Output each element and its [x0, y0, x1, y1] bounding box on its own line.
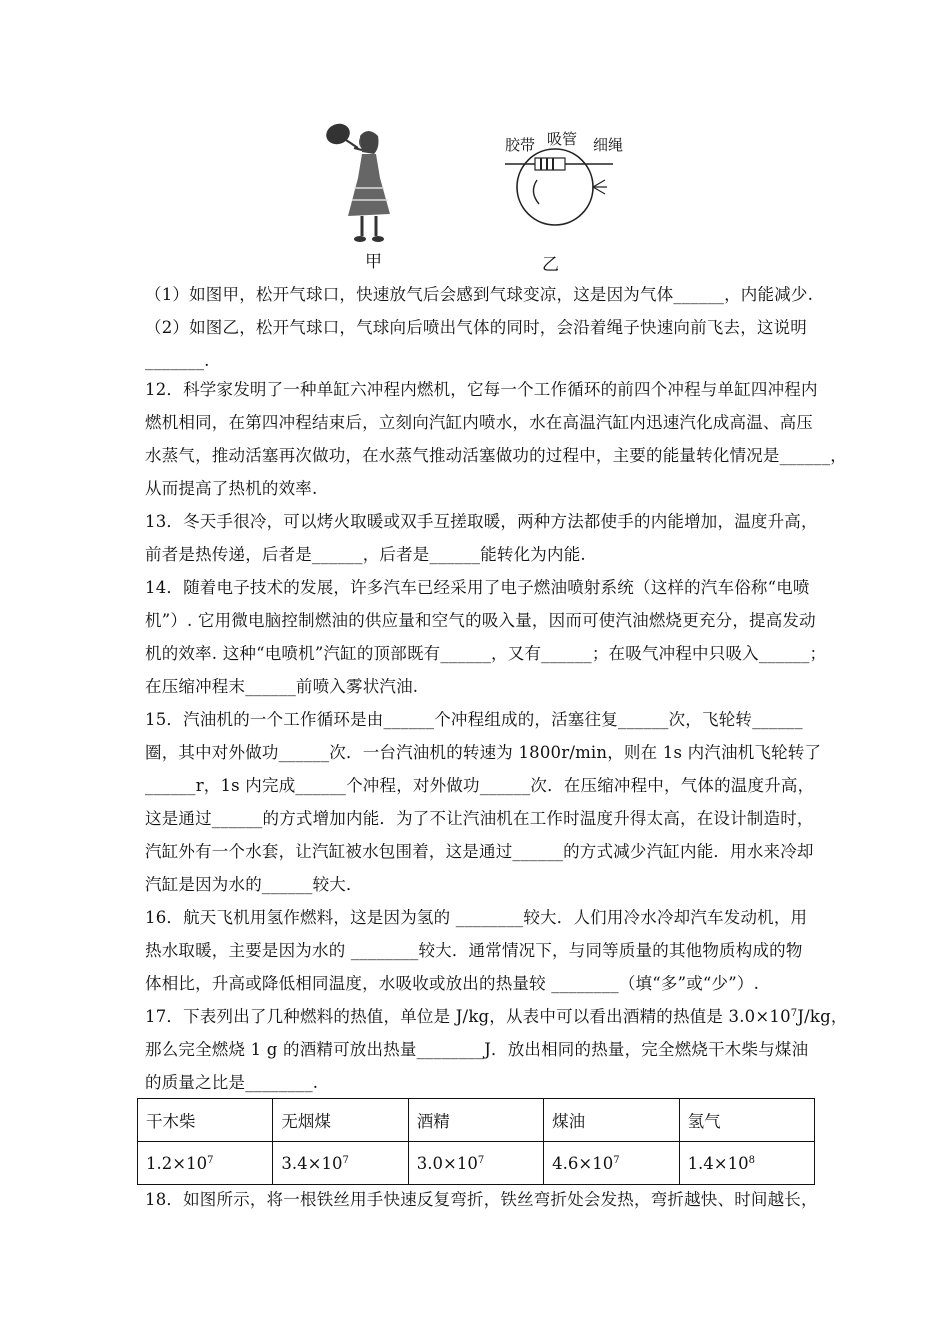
q15-line: 汽缸是因为水的______较大．: [145, 875, 363, 894]
q15-line: 这是通过______的方式增加内能．为了不让汽油机在工作时温度升得太高，在设计制造时，: [145, 809, 814, 828]
table-cell: 煤油: [544, 1099, 679, 1142]
figures: [0, 112, 950, 275]
table-cell: 无烟煤: [273, 1099, 408, 1142]
table-cell: $1.4\times 10^8$: [679, 1142, 814, 1185]
q13-line: 前者是热传递，后者是______，后者是______能转化为内能.: [145, 545, 586, 564]
q12-line: 12．科学家发明了一种单缸六冲程内燃机，它每一个工作循环的前四个冲程与单缸四冲程内: [145, 380, 818, 399]
table-value-row: [138, 1142, 815, 1185]
q17-line: 那么完全燃烧 1 g 的酒精可放出热量________J．放出相同的热量，完全燃烧干木柴与煤油: [145, 1040, 809, 1059]
q13-line: 13．冬天手很冷，可以烤火取暖或双手互搓取暖，两种方法都使手的内能增加，温度升高，: [145, 512, 818, 531]
q14-line: 机的效率. 这种“电喷机”汽缸的顶部既有______，又有______；在吸气冲程中只吸入______；: [145, 644, 827, 663]
q12-line: 燃机相同，在第四冲程结束后，立刻向汽缸内喷水，水在高温汽缸内迅速汽化成高温、高压: [145, 413, 813, 432]
q15-line: ______r，1s 内完成______个冲程，对外做功______次．在压缩冲程中，气体的温度升高，: [145, 776, 815, 795]
table-cell: $1.2\times 10^7$: [138, 1142, 273, 1185]
q12-line: 从而提高了热机的效率.: [145, 479, 318, 498]
callout-straw: 吸管: [547, 130, 578, 148]
q15-line: 15．汽油机的一个工作循环是由______个冲程组成的，活塞往复______次，飞轮转______: [145, 710, 803, 729]
table-cell: $4.6\times 10^7$: [544, 1142, 679, 1185]
q17-line: 17．下表列出了几种燃料的热值，单位是 J/kg，从表中可以看出酒精的热值是 $3.0\times 10^7J/kg$，: [145, 1007, 848, 1026]
q11-part2-blank: _______.: [145, 351, 210, 370]
table-cell: 干木柴: [138, 1099, 273, 1142]
table-cell: 氢气: [679, 1099, 814, 1142]
figure-label-yi: 乙: [542, 255, 559, 275]
fuel-heat-value-table: [137, 1098, 815, 1185]
q14-line: 14．随着电子技术的发展，许多汽车已经采用了电子燃油喷射系统（这样的汽车俗称“电喷: [145, 578, 810, 597]
callout-tape: 胶带: [505, 136, 536, 154]
q14-line: 机”）. 它用微电脑控制燃油的供应量和空气的吸入量，因而可使汽油燃烧更充分，提高发动: [145, 611, 816, 630]
q11-part2: （2）如图乙，松开气球口，气球向后喷出气体的同时，会沿着绳子快速向前飞去，这说明: [145, 318, 807, 337]
q12-line: 水蒸气，推动活塞再次做功，在水蒸气推动活塞做功的过程中，主要的能量转化情况是______，: [145, 446, 847, 465]
q16-line: 体相比，升高或降低相同温度，水吸收或放出的热量较 ________（填“多”或“少”）.: [145, 974, 760, 993]
callout-string: 细绳: [593, 136, 624, 154]
table-cell: 酒精: [408, 1099, 543, 1142]
figure-label-jia: 甲: [365, 252, 382, 272]
q15-line: 汽缸外有一个水套，让汽缸被水包围着，这是通过______的方式减少汽缸内能．用水来冷却: [145, 842, 814, 861]
table-cell: $3.0\times 10^7$: [408, 1142, 543, 1185]
q17-line: 的质量之比是________.: [145, 1073, 319, 1092]
table-cell: $3.4\times 10^7$: [273, 1142, 408, 1185]
q14-line: 在压缩冲程末______前喷入雾状汽油.: [145, 677, 419, 696]
q11-part1: （1）如图甲，松开气球口，快速放气后会感到气球变凉，这是因为气体______，内能减少.: [145, 285, 814, 304]
q15-line: 圈，其中对外做功______次．一台汽油机的转速为 1800r/min，则在 1s 内汽油机飞轮转了: [145, 743, 822, 762]
q16-line: 16．航天飞机用氢作燃料，这是因为氢的 ________较大．人们用冷水冷却汽车发动机，用: [145, 908, 808, 927]
table-header-row: [138, 1099, 815, 1142]
q18-line: 18．如图所示，将一根铁丝用手快速反复弯折，铁丝弯折处会发热，弯折越快、时间越长，: [145, 1190, 818, 1209]
q16-line: 热水取暖，主要是因为水的 ________较大．通常情况下，与同等质量的其他物质构成的物: [145, 941, 803, 960]
girl-with-balloon-illustration: [318, 118, 408, 246]
